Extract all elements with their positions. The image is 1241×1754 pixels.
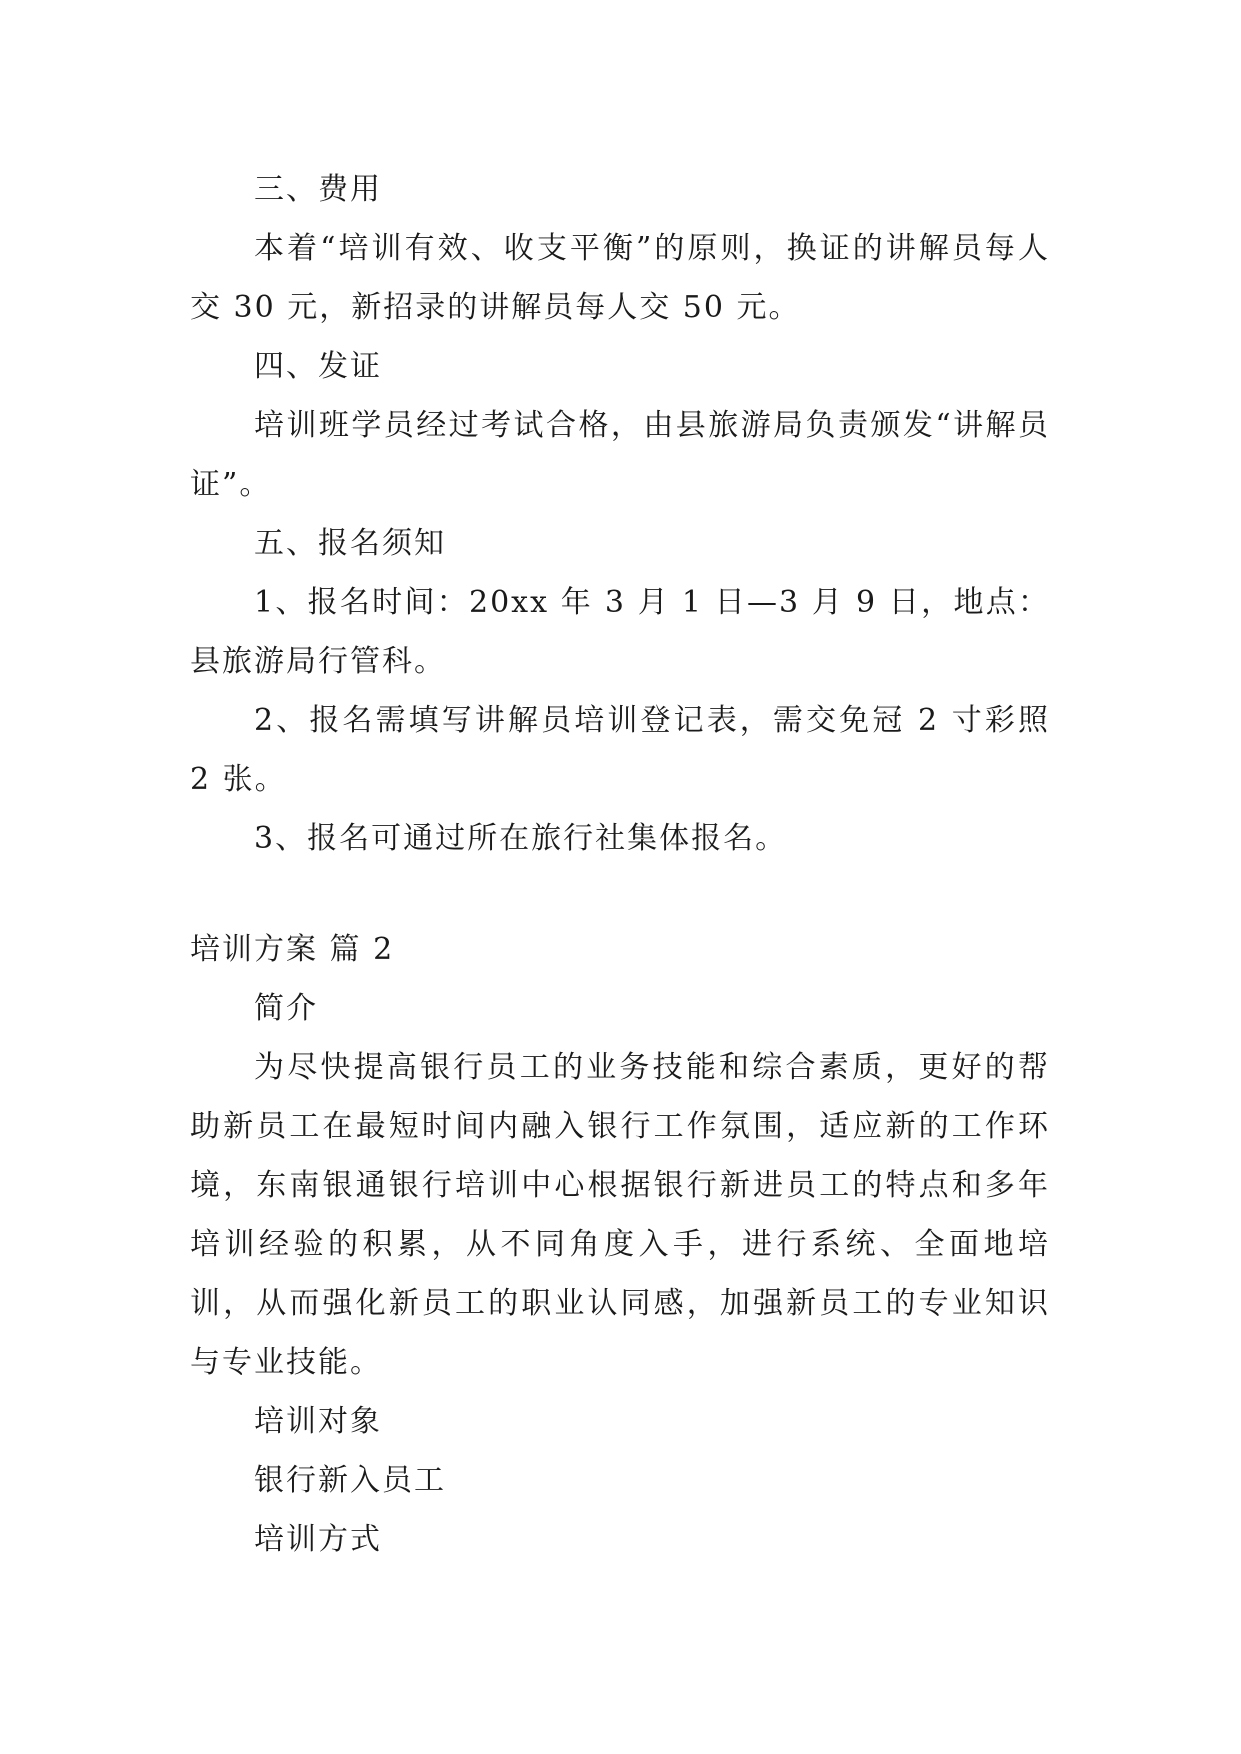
paragraph-introduction: 为尽快提高银行员工的业务技能和综合素质，更好的帮助新员工在最短时间内融入银行工作氛围，适应新的工作环境，东南银通银行培训中心根据银行新进员工的特点和多年培训经验的积累，从不同角度入手，进行系统、全面地培训，从而强化新员工的职业认同感，加强新员工的专业知识与专业技能。 (190, 1050, 1050, 1380)
heading-training-target: 培训对象 (254, 1404, 382, 1439)
document-body (190, 160, 1050, 1569)
heading-fees: 三、费用 (254, 172, 382, 207)
registration-item-1: 1、报名时间：20xx 年 3 月 1 日—3 月 9 日，地点：县旅游局行管科。 (190, 585, 1050, 679)
heading-training-method: 培训方式 (254, 1522, 382, 1557)
section-title: 培训方案 篇 2 (190, 932, 395, 967)
heading-introduction: 简介 (254, 991, 318, 1026)
paragraph-training-target: 银行新入员工 (254, 1463, 446, 1498)
section-spacer (190, 868, 1050, 920)
heading-certificate: 四、发证 (254, 349, 382, 384)
heading-registration: 五、报名须知 (254, 526, 446, 561)
paragraph-fees: 本着“培训有效、收支平衡”的原则，换证的讲解员每人交 30 元，新招录的讲解员每人交 50 元。 (190, 231, 1050, 325)
paragraph-certificate: 培训班学员经过考试合格，由县旅游局负责颁发“讲解员证”。 (190, 408, 1050, 502)
registration-item-3: 3、报名可通过所在旅行社集体报名。 (254, 821, 788, 856)
registration-item-2: 2、报名需填写讲解员培训登记表，需交免冠 2 寸彩照 2 张。 (190, 703, 1050, 797)
